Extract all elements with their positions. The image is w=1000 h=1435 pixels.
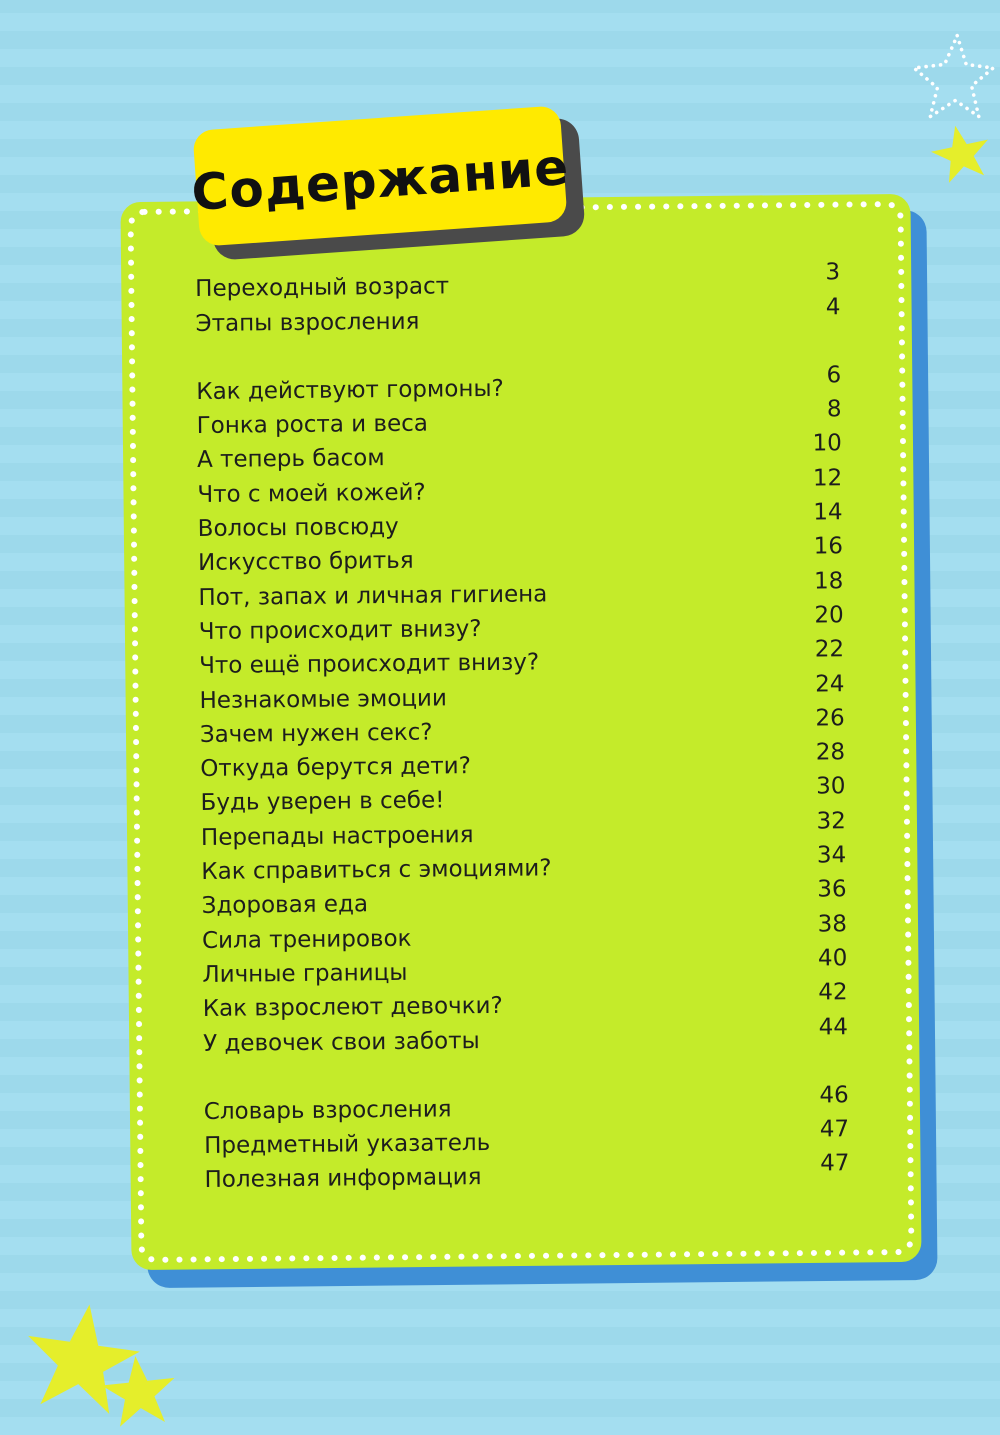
toc-entry-page: 40 <box>817 945 848 972</box>
toc-entry-title: Словарь взросления <box>203 1096 452 1125</box>
toc-entry-page: 22 <box>814 636 845 663</box>
toc-entry-title: Как взрослеют девочки? <box>202 993 503 1023</box>
toc-entry-page: 38 <box>817 910 848 938</box>
toc-entry-page: 26 <box>815 705 845 732</box>
toc-entry-page: 14 <box>813 499 843 526</box>
toc-entry-page: 36 <box>817 876 847 903</box>
toc-entry-page: 32 <box>816 807 846 835</box>
toc-entry-title: Здоровая еда <box>201 891 369 920</box>
toc-entry-title: У девочек свои заботы <box>202 1027 480 1057</box>
toc-entry-title: Как действуют гормоны? <box>196 375 504 405</box>
toc-entry-title: Волосы повсюду <box>197 513 399 543</box>
toc-entry-page: 8 <box>826 396 842 423</box>
star-icon <box>930 122 992 184</box>
toc-entry-page: 28 <box>815 739 846 766</box>
toc-entry-page: 47 <box>819 1150 850 1177</box>
toc-entry-title: Перепады настроения <box>200 821 474 851</box>
toc-entry[interactable] <box>203 1015 848 1056</box>
toc-entry-title: А теперь басом <box>196 445 385 474</box>
toc-entry-page: 34 <box>816 842 847 869</box>
page-title: Содержание <box>189 137 571 223</box>
toc-entry-page: 18 <box>813 567 844 595</box>
toc-entry-page: 12 <box>812 465 843 492</box>
toc-entry-page: 42 <box>818 979 848 1006</box>
toc-entry-title: Гонка роста и веса <box>196 410 429 440</box>
toc-entry-title: Личные границы <box>202 959 408 988</box>
toc-entry[interactable] <box>204 1152 849 1193</box>
toc-entry-title: Будь уверен в себе! <box>200 787 445 817</box>
toc-entry-title: Как справиться с эмоциями? <box>201 855 552 886</box>
toc-entry-title: Что ещё происходит внизу? <box>199 649 540 680</box>
toc-entry-page: 30 <box>816 773 846 800</box>
dotted-star-outline-icon <box>905 32 995 122</box>
toc-entry-page: 24 <box>814 670 845 698</box>
toc-entry-title: Незнакомые эмоции <box>199 684 447 714</box>
toc-entry-title: Сила тренировок <box>201 925 412 954</box>
toc-entry-page: 4 <box>825 293 841 320</box>
toc-entry-title: Искусство бритья <box>197 548 414 577</box>
toc-entry-title: Что происходит внизу? <box>198 615 482 645</box>
toc-entry-title: Полезная информация <box>204 1164 482 1194</box>
toc-entry[interactable] <box>195 293 841 337</box>
toc-entry-page: 6 <box>826 362 842 389</box>
toc-entry-title: Этапы взросления <box>195 308 420 337</box>
toc-entry-title: Предметный указатель <box>204 1130 491 1160</box>
toc-entry-page: 20 <box>814 602 844 629</box>
toc-entry-title: Откуда берутся дети? <box>200 753 472 783</box>
toc-entry-title: Зачем нужен секс? <box>199 719 433 748</box>
toc-entry-page: 3 <box>825 259 841 286</box>
toc-entry-page: 16 <box>813 533 844 560</box>
toc-list <box>195 261 850 1193</box>
toc-entry-page: 44 <box>818 1013 849 1041</box>
toc-entry-title: Пот, запах и личная гигиена <box>198 581 548 611</box>
toc-entry-title: Переходный возраст <box>195 273 450 303</box>
star-icon <box>100 1352 178 1430</box>
toc-entry-page: 47 <box>819 1116 850 1143</box>
toc-entry-page: 10 <box>812 430 843 458</box>
toc-entry-title: Что с моей кожей? <box>197 479 426 508</box>
toc-entry-page: 46 <box>819 1082 849 1109</box>
